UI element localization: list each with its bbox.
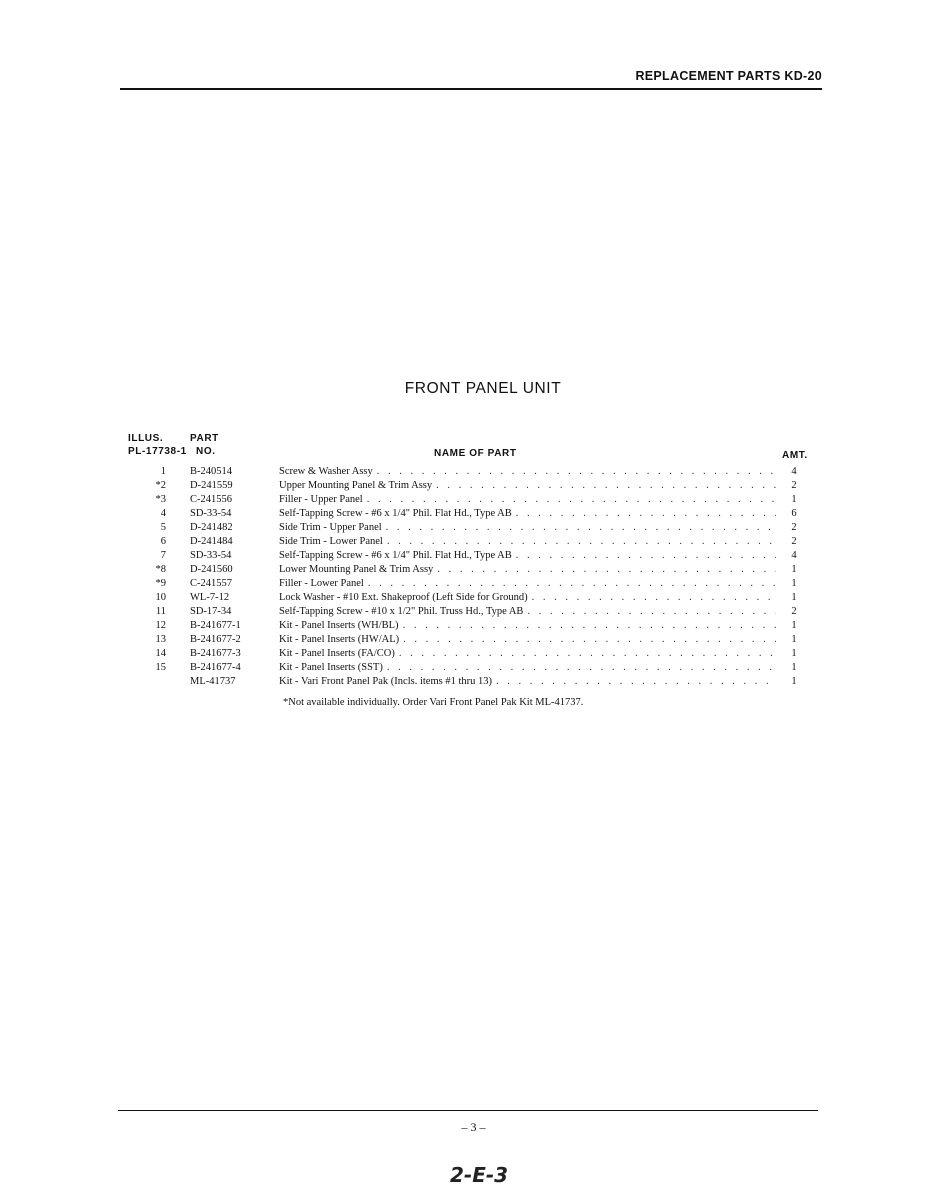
table-row	[0, 521, 947, 535]
part-number: D-241560	[190, 564, 233, 575]
part-amount: 1	[791, 648, 797, 659]
table-row	[0, 507, 947, 521]
part-amount: 2	[791, 522, 797, 533]
table-row	[0, 493, 947, 507]
table-row	[0, 591, 947, 605]
part-name: Kit - Vari Front Panel Pak (Incls. items #1 thru 13)	[279, 676, 492, 687]
leader-dots	[532, 591, 776, 605]
illus-number: 13	[155, 634, 166, 645]
illus-number: 11	[155, 606, 166, 617]
part-number: D-241484	[190, 536, 233, 547]
part-number: WL-7-12	[190, 592, 230, 603]
illus-number: *8	[155, 564, 166, 575]
part-number: SD-33-54	[190, 550, 232, 561]
leader-dots	[437, 563, 776, 577]
part-name: Filler - Lower Panel	[279, 578, 364, 589]
part-amount: 4	[791, 550, 797, 561]
table-row	[0, 465, 947, 479]
part-name: Kit - Panel Inserts (FA/CO)	[279, 648, 395, 659]
part-amount: 1	[791, 578, 797, 589]
part-amount: 4	[791, 466, 797, 477]
footer-rule	[118, 1110, 818, 1111]
part-number: B-241677-2	[190, 634, 241, 645]
part-amount: 1	[791, 564, 797, 575]
part-name: Side Trim - Upper Panel	[279, 522, 382, 533]
table-row	[0, 633, 947, 647]
part-number: D-241482	[190, 522, 233, 533]
part-name: Kit - Panel Inserts (WH/BL)	[279, 620, 399, 631]
part-name: Lower Mounting Panel & Trim Assy	[279, 564, 434, 575]
part-amount: 1	[791, 662, 797, 673]
handwritten-mark: 2-E-3	[450, 1163, 509, 1187]
col-head-name: NAME OF PART	[434, 448, 517, 459]
part-amount: 2	[791, 606, 797, 617]
part-name: Self-Tapping Screw - #6 x 1/4" Phil. Flat Hd., Type AB	[279, 550, 512, 561]
part-number: C-241557	[190, 578, 232, 589]
leader-dots	[399, 647, 776, 661]
leader-dots	[387, 661, 776, 675]
illus-number: 7	[160, 550, 166, 561]
table-row	[0, 479, 947, 493]
part-name: Self-Tapping Screw - #6 x 1/4" Phil. Flat Hd., Type AB	[279, 508, 512, 519]
illus-number: 5	[160, 522, 166, 533]
part-number: D-241559	[190, 480, 233, 491]
illus-number: 15	[155, 662, 166, 673]
part-number: ML-41737	[190, 676, 236, 687]
col-head-part: PART	[190, 433, 219, 444]
illus-number: 12	[155, 620, 166, 631]
leader-dots	[377, 465, 776, 479]
page-number: – 3 –	[461, 1120, 486, 1134]
part-name: Kit - Panel Inserts (SST)	[279, 662, 383, 673]
illus-number: 14	[155, 648, 166, 659]
illus-number: 10	[155, 592, 166, 603]
part-name: Self-Tapping Screw - #10 x 1/2" Phil. Truss Hd., Type AB	[279, 606, 524, 617]
parts-list	[0, 465, 947, 689]
table-row	[0, 535, 947, 549]
leader-dots	[403, 619, 776, 633]
leader-dots	[436, 479, 776, 493]
col-head-illus: ILLUS.	[128, 433, 164, 444]
part-name: Kit - Panel Inserts (HW/AL)	[279, 634, 400, 645]
part-amount: 6	[791, 508, 797, 519]
col-head-no: NO.	[196, 446, 216, 457]
part-name: Lock Washer - #10 Ext. Shakeproof (Left Side for Ground)	[279, 592, 528, 603]
part-number: SD-17-34	[190, 606, 232, 617]
part-amount: 1	[791, 634, 797, 645]
page-header-title: REPLACEMENT PARTS KD-20	[635, 69, 822, 83]
part-number: C-241556	[190, 494, 232, 505]
table-row	[0, 563, 947, 577]
table-row	[0, 661, 947, 675]
table-row	[0, 549, 947, 563]
col-head-amt: AMT.	[782, 450, 808, 461]
illus-number: *3	[155, 494, 166, 505]
table-row	[0, 619, 947, 633]
table-row	[0, 605, 947, 619]
illus-number: 1	[160, 466, 166, 477]
illus-number: 6	[160, 536, 166, 547]
part-name: Filler - Upper Panel	[279, 494, 363, 505]
leader-dots	[516, 549, 776, 563]
leader-dots	[367, 493, 776, 507]
part-number: SD-33-54	[190, 508, 232, 519]
section-title: FRONT PANEL UNIT	[404, 380, 562, 397]
leader-dots	[403, 633, 776, 647]
part-number: B-241677-1	[190, 620, 241, 631]
table-row	[0, 647, 947, 661]
part-amount: 1	[791, 592, 797, 603]
leader-dots	[387, 535, 776, 549]
part-amount: 2	[791, 480, 797, 491]
leader-dots	[496, 675, 776, 689]
table-row	[0, 577, 947, 591]
illus-number: *9	[155, 578, 166, 589]
leader-dots	[527, 605, 776, 619]
part-name: Upper Mounting Panel & Trim Assy	[279, 480, 433, 491]
leader-dots	[386, 521, 776, 535]
illus-number: 4	[160, 508, 166, 519]
footnote: *Not available individually. Order Vari Front Panel Pak Kit ML-41737.	[283, 697, 584, 708]
col-head-pl: PL-17738-1	[128, 446, 187, 457]
part-amount: 1	[791, 620, 797, 631]
part-amount: 1	[791, 494, 797, 505]
part-number: B-241677-3	[190, 648, 241, 659]
part-name: Screw & Washer Assy	[279, 466, 373, 477]
part-name: Side Trim - Lower Panel	[279, 536, 383, 547]
part-number: B-241677-4	[190, 662, 241, 673]
leader-dots	[368, 577, 776, 591]
illus-number: *2	[155, 480, 166, 491]
part-amount: 2	[791, 536, 797, 547]
leader-dots	[516, 507, 776, 521]
part-amount: 1	[791, 676, 797, 687]
table-row	[0, 675, 947, 689]
header-rule	[120, 88, 822, 90]
part-number: B-240514	[190, 466, 232, 477]
